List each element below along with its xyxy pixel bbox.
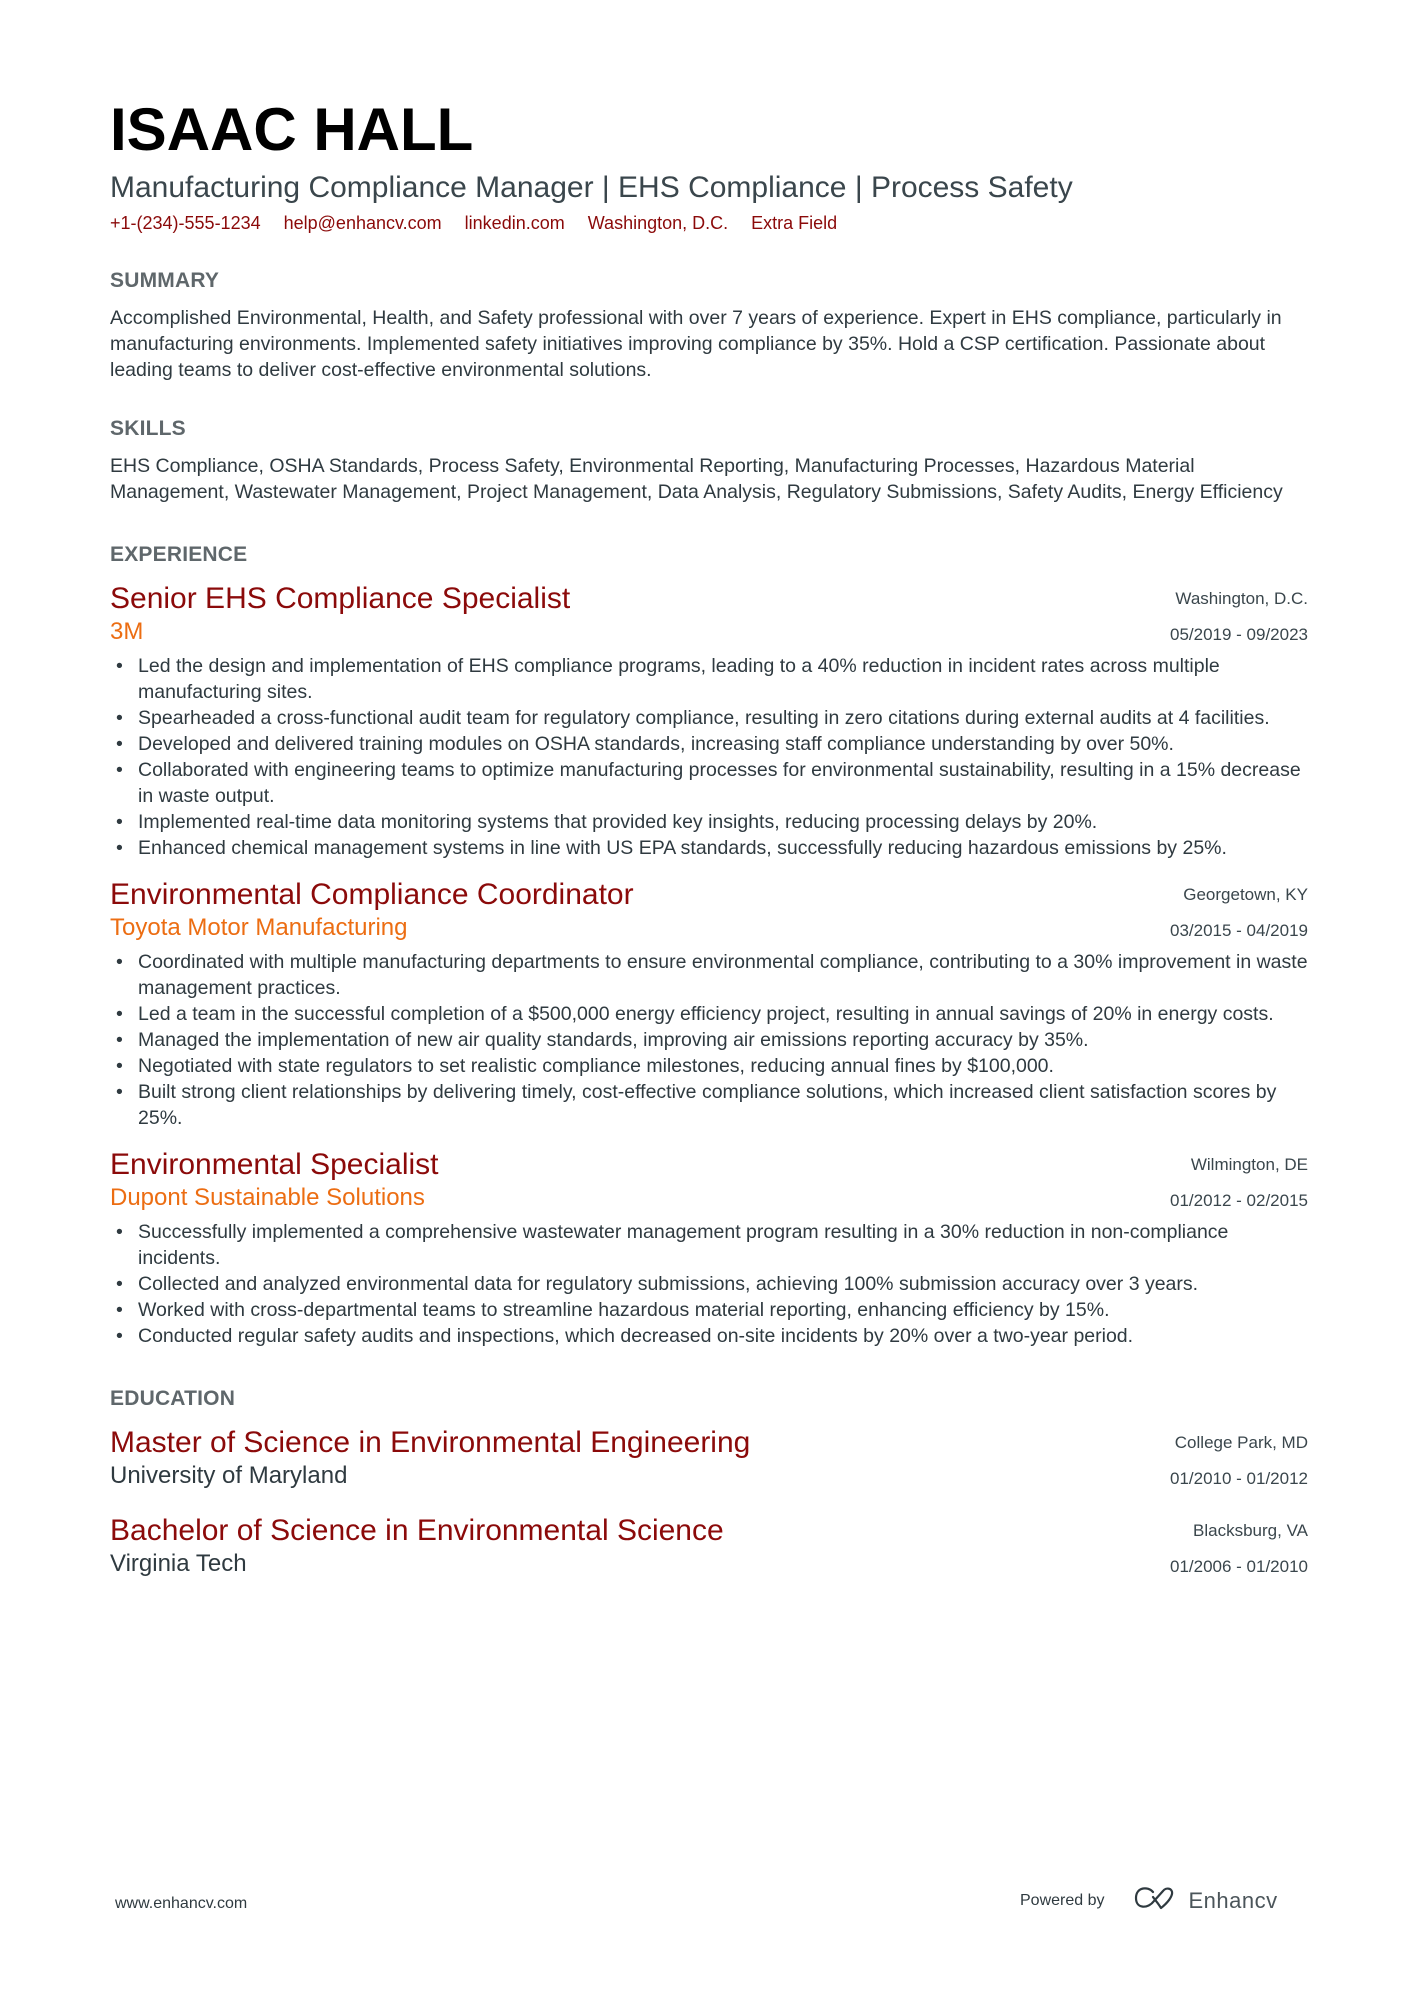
section-title-summary: SUMMARY — [110, 269, 220, 292]
email[interactable]: help@enhancv.com — [283, 213, 442, 233]
job-title: Environmental Compliance Coordinator — [110, 878, 634, 911]
degree: Bachelor of Science in Environmental Science — [110, 1514, 724, 1547]
section-title-experience: EXPERIENCE — [110, 543, 248, 566]
entry-meta — [1170, 1513, 1308, 1585]
bullet: • Built strong client relationships by delivering timely, cost-effective compliance solutions, which increased client satisfaction scores by 25%. — [110, 1079, 1308, 1131]
bullet: • Conducted regular safety audits and inspections, which decreased on-site incidents by 20% over a two-year period. — [110, 1323, 1308, 1349]
school-dates: 01/2010 - 01/2012 — [1169, 1469, 1308, 1488]
extra-field: Extra Field — [751, 213, 838, 233]
degree: Master of Science in Environmental Engineering — [110, 1426, 751, 1459]
experience-entry — [110, 1147, 1308, 1349]
entry-meta — [1170, 877, 1308, 949]
job-bullets — [110, 653, 1308, 861]
education-entry — [110, 1513, 1308, 1579]
entry-meta — [1170, 581, 1308, 653]
bullet: • Implemented real-time data monitoring systems that provided key insights, reducing processing delays by 20%. — [110, 809, 1308, 835]
bullet: • Collaborated with engineering teams to optimize manufacturing processes for environmental sustainability, resulting in a 15% decrease in waste output. — [110, 757, 1308, 809]
summary-text: Accomplished Environmental, Health, and Safety professional with over 7 years of experience. Expert in EHS compliance, particularly in manufacturing environments. Implemented safety initiatives improving compliance by 35%. Hold a CSP certification. Passionate about leading teams to deliver cost-effective environmental solutions. — [110, 307, 1282, 381]
job-title: Senior EHS Compliance Specialist — [110, 582, 571, 615]
job-dates: 05/2019 - 09/2023 — [1169, 625, 1308, 644]
bullet: • Led the design and implementation of EHS compliance programs, leading to a 40% reduction in incident rates across multiple manufacturing sites. — [110, 653, 1308, 705]
bullet: • Developed and delivered training modules on OSHA standards, increasing staff compliance understanding by over 50%. — [110, 731, 1308, 757]
skills-text: EHS Compliance, OSHA Standards, Process Safety, Environmental Reporting, Manufacturing Processes, Hazardous Material Management, Wastewater Management, Project Management, Data Analysis, Regulatory Submissions, Safety Audits, Energy Efficiency — [110, 455, 1283, 503]
contact-info — [110, 211, 1308, 235]
footer-website-link[interactable]: www.enhancv.com — [115, 1895, 248, 1912]
job-dates: 03/2015 - 04/2019 — [1169, 921, 1308, 940]
bullet: • Led a team in the successful completion of a $500,000 energy efficiency project, resulting in annual savings of 20% in energy costs. — [110, 1001, 1308, 1027]
location: Washington, D.C. — [587, 213, 729, 233]
job-location: Wilmington, DE — [1190, 1155, 1308, 1174]
entry-meta — [1170, 1147, 1308, 1219]
bullet: • Managed the implementation of new air quality standards, improving air emissions reporting accuracy by 35%. — [110, 1027, 1308, 1053]
experience-entry — [110, 581, 1308, 861]
brand-name: Enhancv — [1188, 1887, 1278, 1913]
phone[interactable]: +1-(234)-555-1234 — [110, 213, 261, 233]
bullet: • Negotiated with state regulators to set realistic compliance milestones, reducing annual fines by $100,000. — [110, 1053, 1308, 1079]
bullet: • Collected and analyzed environmental data for regulatory submissions, achieving 100% submission accuracy over 3 years. — [110, 1271, 1308, 1297]
bullet: • Spearheaded a cross-functional audit team for regulatory compliance, resulting in zero citations during external audits at 4 facilities. — [110, 705, 1308, 731]
bullet: • Enhanced chemical management systems in line with US EPA standards, successfully reducing hazardous emissions by 25%. — [110, 835, 1308, 861]
bullet: • Worked with cross-departmental teams to streamline hazardous material reporting, enhancing efficiency by 15%. — [110, 1297, 1308, 1323]
company-name: 3M — [110, 618, 144, 645]
footer-branding[interactable] — [1020, 1885, 1278, 1916]
job-location: Georgetown, KY — [1183, 885, 1308, 904]
section-title-skills: SKILLS — [110, 417, 186, 440]
school-dates: 01/2006 - 01/2010 — [1169, 1557, 1308, 1576]
job-bullets — [110, 1219, 1308, 1349]
job-title: Environmental Specialist — [110, 1148, 439, 1181]
school-location: Blacksburg, VA — [1193, 1521, 1308, 1540]
powered-by-label: Powered by — [1020, 1891, 1105, 1909]
experience-entry — [110, 877, 1308, 1131]
job-bullets — [110, 949, 1308, 1131]
school-name: Virginia Tech — [110, 1550, 247, 1577]
job-location: Washington, D.C. — [1175, 589, 1308, 608]
section-title-education: EDUCATION — [110, 1387, 236, 1410]
linkedin-link[interactable]: linkedin.com — [464, 213, 565, 233]
bullet: • Coordinated with multiple manufacturing departments to ensure environmental compliance, contributing to a 30% improvement in waste management practices. — [110, 949, 1308, 1001]
school-name: University of Maryland — [110, 1462, 348, 1489]
entry-meta — [1170, 1425, 1308, 1497]
job-dates: 01/2012 - 02/2015 — [1169, 1191, 1308, 1210]
headline: Manufacturing Compliance Manager | EHS Compliance | Process Safety — [110, 171, 1073, 204]
resume-page — [110, 95, 1308, 1579]
candidate-name: ISAAC HALL — [110, 96, 474, 163]
school-location: College Park, MD — [1174, 1433, 1308, 1452]
company-name: Dupont Sustainable Solutions — [110, 1184, 425, 1211]
bullet: • Successfully implemented a comprehensive wastewater management program resulting in a 30% reduction in non-compliance incidents. — [110, 1219, 1308, 1271]
enhancv-logo-icon — [1133, 1885, 1179, 1916]
company-name: Toyota Motor Manufacturing — [110, 914, 408, 941]
education-entry — [110, 1425, 1308, 1491]
